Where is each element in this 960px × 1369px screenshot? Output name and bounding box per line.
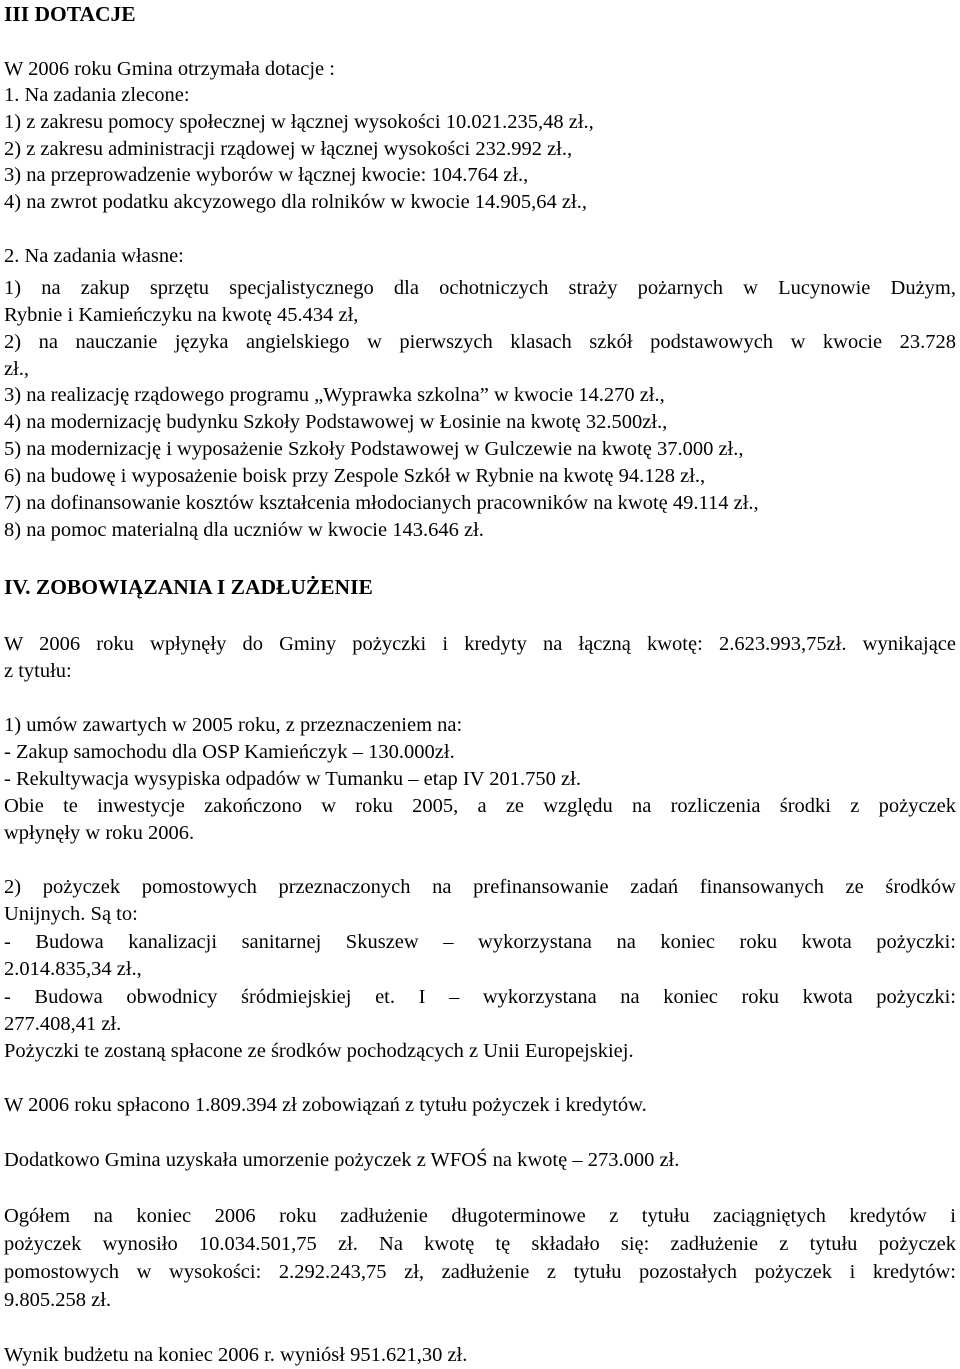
- list-item: 1) z zakresu pomocy społecznej w łącznej wysokości 10.021.235,48 zł.,: [4, 111, 594, 133]
- umowy-title: 1) umów zawartych w 2005 roku, z przeznaczeniem na:: [4, 714, 463, 736]
- zlecone-title: 1. Na zadania zlecone:: [4, 84, 190, 106]
- list-item: - Budowa kanalizacji sanitarnej Skuszew – wykorzystana na koniec roku kwota pożyczki:: [4, 931, 956, 953]
- list-item: 6) na budowę i wyposażenie boisk przy Zespole Szkół w Rybnie na kwotę 94.128 zł.,: [4, 465, 706, 487]
- paragraph: pomostowych w wysokości: 2.292.243,75 zł, zadłużenie z tytułu pozostałych pożyczek i kredytów:: [4, 1261, 956, 1283]
- paragraph: Dodatkowo Gmina uzyskała umorzenie pożyczek z WFOŚ na kwotę – 273.000 zł.: [4, 1149, 680, 1171]
- list-item: 7) na dofinansowanie kosztów kształcenia młodocianych pracowników na kwotę 49.114 zł.,: [4, 492, 759, 514]
- paragraph: pożyczek wynosiło 10.034.501,75 zł. Na kwotę tę składało się: zadłużenie z tytułu pożyczek: [4, 1233, 956, 1255]
- section-iv-heading: IV. ZOBOWIĄZANIA I ZADŁUŻENIE: [4, 575, 373, 599]
- list-item-continuation: Rybnie i Kamieńczyku na kwotę 45.434 zł,: [4, 304, 359, 326]
- paragraph-continuation: z tytułu:: [4, 660, 72, 682]
- list-item: 1) na zakup sprzętu specjalistycznego dla ochotniczych straży pożarnych w Lucynowie Dużym,: [4, 277, 956, 299]
- list-item: 3) na przeprowadzenie wyborów w łącznej kwocie: 104.764 zł.,: [4, 164, 529, 186]
- paragraph-continuation: wpłynęły w roku 2006.: [4, 822, 195, 844]
- list-item: - Zakup samochodu dla OSP Kamieńczyk – 130.000zł.: [4, 741, 455, 763]
- list-item: 2) z zakresu administracji rządowej w łącznej wysokości 232.992 zł.,: [4, 138, 573, 160]
- dotacje-intro: W 2006 roku Gmina otrzymała dotacje :: [4, 58, 335, 80]
- wlasne-title: 2. Na zadania własne:: [4, 245, 184, 267]
- wynik-budzetu: Wynik budżetu na koniec 2006 r. wyniósł 951.621,30 zł.: [4, 1344, 468, 1366]
- paragraph: Pożyczki te zostaną spłacone ze środków pochodzących z Unii Europejskiej.: [4, 1040, 634, 1062]
- list-item: - Rekultywacja wysypiska odpadów w Tumanku – etap IV 201.750 zł.: [4, 768, 581, 790]
- list-item-continuation: 277.408,41 zł.: [4, 1013, 122, 1035]
- list-item: 3) na realizację rządowego programu „Wyprawka szkolna” w kwocie 14.270 zł.,: [4, 384, 665, 406]
- section-iii-heading: III DOTACJE: [4, 2, 136, 26]
- paragraph: W 2006 roku wpłynęły do Gminy pożyczki i kredyty na łączną kwotę: 2.623.993,75zł. wynikające: [4, 633, 956, 655]
- list-item: 4) na modernizację budynku Szkoły Podstawowej w Łosinie na kwotę 32.500zł.,: [4, 411, 668, 433]
- list-item: 5) na modernizację i wyposażenie Szkoły Podstawowej w Gulczewie na kwotę 37.000 zł.,: [4, 438, 744, 460]
- paragraph: Ogółem na koniec 2006 roku zadłużenie długoterminowe z tytułu zaciągniętych kredytów i: [4, 1205, 956, 1227]
- list-item-continuation: zł.,: [4, 358, 30, 380]
- list-item: 4) na zwrot podatku akcyzowego dla rolników w kwocie 14.905,64 zł.,: [4, 191, 587, 213]
- list-item: 2) na nauczanie języka angielskiego w pierwszych klasach szkół podstawowych w kwocie 23.728: [4, 331, 956, 353]
- pomostowe-title-continuation: Unijnych. Są to:: [4, 903, 138, 925]
- list-item: - Budowa obwodnicy śródmiejskiej et. I – wykorzystana na koniec roku kwota pożyczki:: [4, 986, 956, 1008]
- list-item: 8) na pomoc materialną dla uczniów w kwocie 143.646 zł.: [4, 519, 484, 541]
- paragraph: Obie te inwestycje zakończono w roku 2005, a ze względu na rozliczenia środki z pożyczek: [4, 795, 956, 817]
- paragraph: W 2006 roku spłacono 1.809.394 zł zobowiązań z tytułu pożyczek i kredytów.: [4, 1094, 647, 1116]
- paragraph-continuation: 9.805.258 zł.: [4, 1289, 112, 1311]
- list-item-continuation: 2.014.835,34 zł.,: [4, 958, 142, 980]
- pomostowe-title: 2) pożyczek pomostowych przeznaczonych na prefinansowanie zadań finansowanych ze środków: [4, 876, 956, 898]
